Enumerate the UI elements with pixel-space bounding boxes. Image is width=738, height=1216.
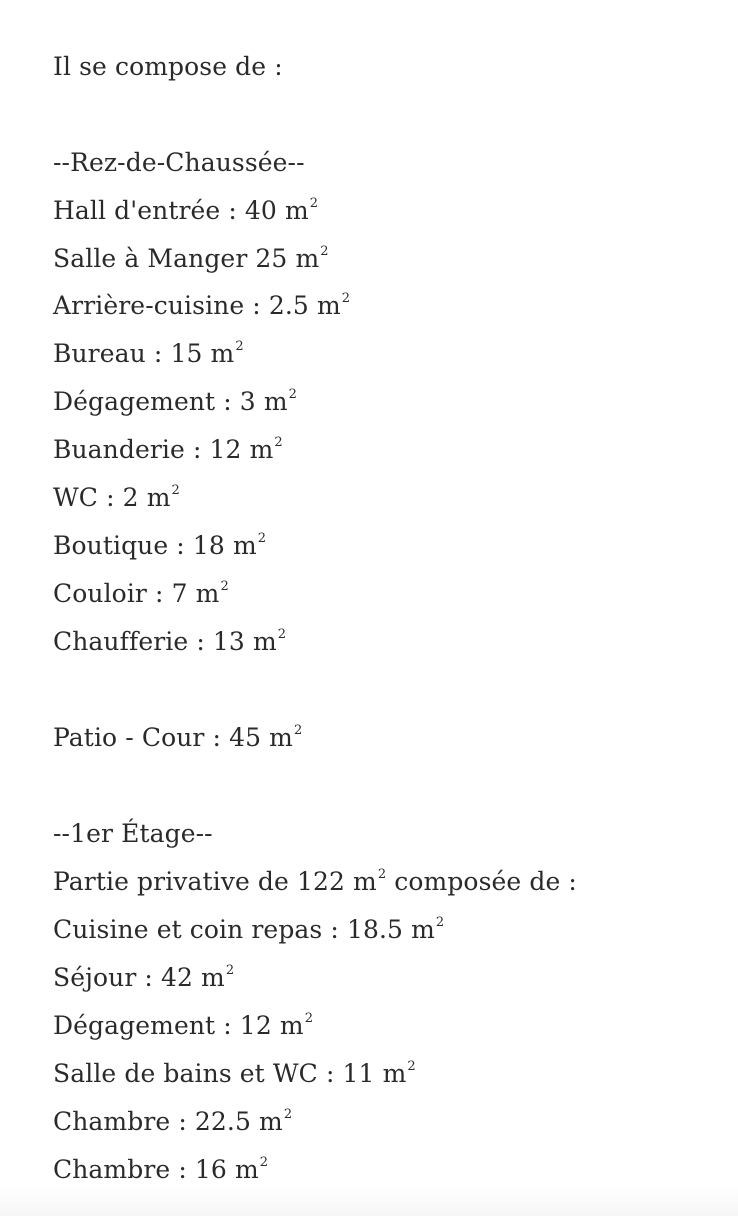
- private-part-line: [53, 867, 577, 897]
- patio-line: [53, 723, 302, 753]
- square-superscript: 2: [220, 578, 229, 594]
- room-line: [53, 483, 180, 513]
- room-label: WC : 2 m: [53, 483, 171, 512]
- room-line: [53, 387, 297, 417]
- room-label: Couloir : 7 m: [53, 579, 220, 608]
- square-superscript: 2: [171, 482, 180, 498]
- room-line: [53, 435, 283, 465]
- room-line: [53, 627, 286, 657]
- room-line: [53, 291, 350, 321]
- square-superscript: 2: [288, 386, 298, 402]
- room-label: Boutique : 18 m: [53, 531, 257, 560]
- square-superscript: 2: [257, 530, 267, 546]
- intro-label: Il se compose de :: [53, 52, 283, 81]
- ground-floor-heading: [53, 148, 305, 178]
- square-superscript: 2: [435, 914, 445, 930]
- room-line: [53, 579, 229, 609]
- square-superscript: 2: [225, 962, 235, 978]
- room-line: [53, 1059, 416, 1089]
- room-label: Hall d'entrée : 40 m: [53, 196, 309, 225]
- square-superscript: 2: [304, 1010, 314, 1026]
- square-superscript: 2: [293, 722, 303, 738]
- room-label: Chaufferie : 13 m: [53, 627, 277, 656]
- room-label: Salle de bains et WC : 11 m: [53, 1059, 407, 1088]
- private-part-suffix: composée de :: [386, 867, 577, 896]
- room-line: [53, 196, 318, 226]
- square-superscript: 2: [309, 195, 319, 211]
- square-superscript: 2: [320, 243, 329, 259]
- document-body: [53, 0, 738, 1216]
- square-superscript: 2: [283, 1106, 293, 1122]
- square-superscript: 2: [377, 866, 387, 882]
- first-floor-heading: [53, 819, 213, 849]
- room-line: [53, 1155, 268, 1185]
- square-superscript: 2: [259, 1154, 269, 1170]
- room-label: Chambre : 22.5 m: [53, 1107, 283, 1136]
- square-superscript: 2: [274, 434, 283, 450]
- first-floor-heading-text: --1er Étage--: [53, 819, 213, 848]
- square-superscript: 2: [407, 1058, 416, 1074]
- private-part-label: Partie privative de 122 m: [53, 867, 377, 896]
- room-label: Salle à Manger 25 m: [53, 244, 320, 273]
- room-line: [53, 531, 266, 561]
- room-label: Buanderie : 12 m: [53, 435, 274, 464]
- room-label: Chambre : 16 m: [53, 1155, 259, 1184]
- room-label: Cuisine et coin repas : 18.5 m: [53, 915, 435, 944]
- room-line: [53, 339, 244, 369]
- room-line: [53, 1011, 313, 1041]
- room-label: Bureau : 15 m: [53, 339, 235, 368]
- room-label: Arrière-cuisine : 2.5 m: [53, 291, 341, 320]
- room-line: [53, 244, 329, 274]
- room-line: [53, 915, 444, 945]
- room-label: Dégagement : 3 m: [53, 387, 288, 416]
- room-label: Séjour : 42 m: [53, 963, 225, 992]
- patio-label: Patio - Cour : 45 m: [53, 723, 293, 752]
- square-superscript: 2: [277, 626, 287, 642]
- square-superscript: 2: [235, 338, 244, 354]
- bottom-scroll-fade: [0, 1186, 738, 1216]
- square-superscript: 2: [341, 290, 351, 306]
- ground-floor-heading-text: --Rez-de-Chaussée--: [53, 148, 305, 177]
- room-label: Dégagement : 12 m: [53, 1011, 304, 1040]
- room-line: [53, 963, 234, 993]
- room-line: [53, 1107, 292, 1137]
- intro-text: [53, 52, 283, 82]
